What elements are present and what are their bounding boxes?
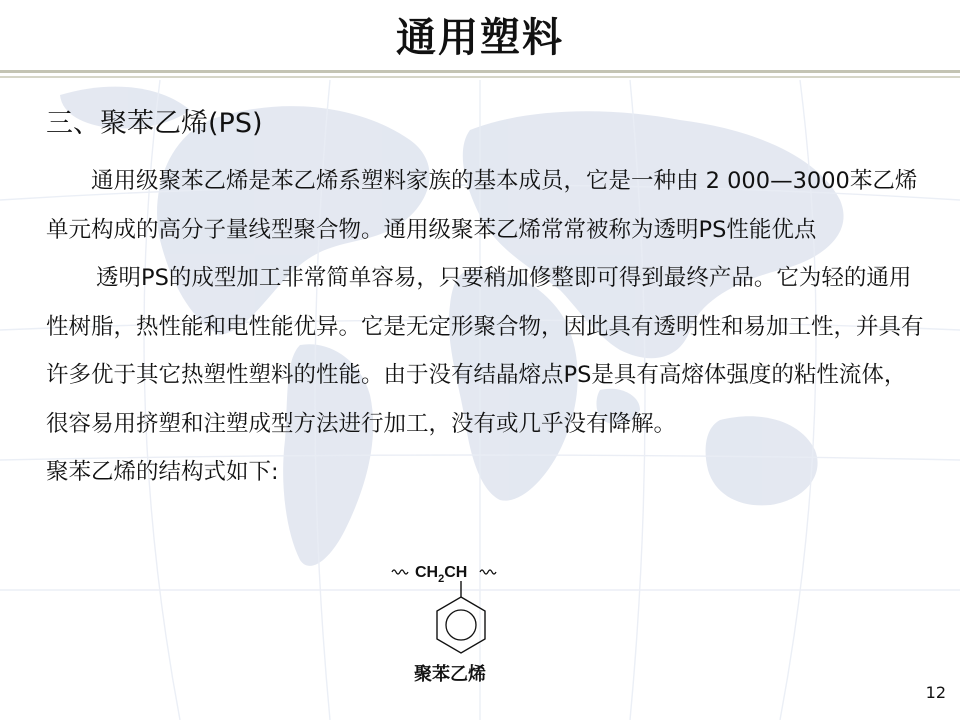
chain-subscript: 2 — [438, 573, 445, 585]
title-divider-secondary — [0, 76, 960, 78]
title-divider — [0, 70, 960, 73]
slide-title: 通用塑料 — [396, 15, 564, 61]
chain-ch2: CH — [415, 564, 439, 581]
chain-ch: CH — [444, 564, 468, 581]
benzene-ring-inner-circle — [446, 610, 476, 640]
paragraph-structure-intro: 聚苯乙烯的结构式如下: — [46, 459, 279, 485]
benzene-ring — [437, 597, 485, 653]
structure-caption: 聚苯乙烯 — [414, 664, 486, 685]
polystyrene-structure-formula — [388, 552, 508, 662]
svg-text:CH2CH — [415, 564, 467, 585]
paragraph-general-purpose-ps: 通用级聚苯乙烯是苯乙烯系塑料家族的基本成员，它是一种由 2 000—3000苯乙烯单元构成的高分子量线型聚合物。通用级聚苯乙烯常常被称为透明PS性能优点 — [46, 168, 918, 243]
section-heading: 三、聚苯乙烯(PS) — [46, 108, 263, 139]
body-text — [46, 157, 924, 497]
paragraph-transparent-ps: 透明PS的成型加工非常简单容易，只要稍加修整即可得到最终产品。它为轻的通用性树脂，热性能和电性能优异。它是无定形聚合物，因此具有透明性和易加工性，并具有许多优于其它热塑性塑料的性能。由于没有结晶熔点PS是具有高熔体强度的粘性流体，很容易用挤塑和注塑成型方法进行加工，没有或几乎没有降解。 — [46, 265, 924, 437]
chain-wave-left — [392, 570, 408, 574]
page-number: 12 — [925, 683, 946, 702]
chain-wave-right — [480, 570, 496, 574]
